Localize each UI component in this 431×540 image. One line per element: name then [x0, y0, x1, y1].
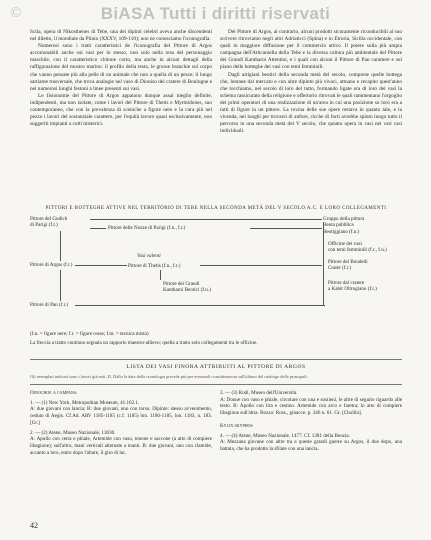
node-pan: Pittore di Pan (f.r.) — [30, 302, 69, 308]
paragraph: Del Pittore di Argos, al contrario, alcuni prodotti sicuramente riconducibili al suo scrivere ritroviamo negli altri Adriaticci (Spina) e in Etruria, Sicilia occidentale, con quali in maggiore diffusione per il commercio attico. Il potere sulla più ampia campagna dell'Atticaniella della Tebe e la diversa cultura più ambientale del Pittore dei Grandi Kantharoi Attentini, e i quali con alcuni il Pittore di Pan carattere e sul piano delle botteghe dei vasi con temi femminili. — [220, 29, 402, 71]
list-title: LISTA DEI VASI FINORA ATTRIBUITI AL PITTORE DI ARGOS — [126, 364, 306, 370]
body-column-right — [220, 29, 402, 135]
diagram-title: PITTORI E BOTTEGHE ATTIVE NEL TERRITORIO DI TEBE NELLA SECONDA METÀ DEL V SECOLO A.C. E LORO COLLEGAMENTI — [45, 206, 387, 211]
list-item: 2. — (2) Atene, Museo Nazionale, 13030. — [30, 429, 116, 436]
list-item-desc: A: Apollo con cetra e phiale, Artemide con vaso, tenone e saccone (a atto di compiere libagione); sull'altro, mani verticali alternate a manti. B: due giovani, uno con clamide, accanto a loro, entro dopo l'altare, il giro di lui. — [30, 436, 212, 456]
node-argos: Pittore di Argos (f.r.) — [30, 262, 73, 268]
connector-line — [90, 219, 322, 220]
node-right-2: Officine dei vasi con temi femminili (f.r., f.n.) — [328, 241, 387, 254]
paragraph: Scila, opera di Nikosthenes di Tebe, una dei dipinti celebri aveva anche discendenti nel diletto, il mondiale da Plinio (XXXV, 109-110); non ne conosciamo l'iconografia. — [30, 29, 212, 43]
list-item: 4. — (4) Atene, Museo Nazionale, 1477. Cf. 1381 della Beozia. — [220, 432, 350, 439]
list-section-head: Oinochoe a campana — [30, 390, 77, 396]
divider — [30, 359, 402, 360]
connector-line — [75, 265, 127, 266]
connector-line — [60, 270, 61, 301]
node-grandi: Pittore delle Nozze di Parigi (f.n., f.r.) — [108, 225, 186, 231]
connector-line — [250, 228, 322, 229]
node-right-3: Pittore del Boudedi Crater (f.r.) — [328, 259, 368, 272]
list-note: Gli esemplari indicati sono i lavori già noti, D. Dallo la data della cronologia precede più per eventuali considerazioni sull'ultimo del catalogo delle principali. — [30, 374, 308, 379]
diagram-legend: (f.n. = figure nere; f.r. = figure rosse; f.m. = tecnica mista) — [30, 331, 149, 337]
list-item: 1. — (1) New York, Metropolitan Museum, 41.162.1. — [30, 399, 140, 406]
node-right-1: Gruppo della pittura Beota pubblica Beotiggiano (f.n.) — [323, 216, 365, 235]
copyright-icon: © — [10, 5, 22, 21]
node-right-4: Pittore dal cratere a Kabir Oltrogiano (f.r.) — [328, 280, 377, 293]
connector-line — [60, 231, 61, 261]
list-item-desc: A: due giovani con lancia; B: due giovani, uno con torso. Dipinte: stesso avvenimento, ceduto di Aegis. Cf.Ad. ARV 1185-1185 (c.f. 1185) lon. 1180-1185, lon. 1183, n. 183. [Gr.] — [30, 406, 212, 426]
node-kantharoi: Pittore dei Grandi Kantharoi Beotici (f.n.) — [163, 281, 211, 294]
node-gudich: Pittore del Gudich di Parigi (f.r.) — [30, 216, 68, 229]
connector-line — [75, 305, 325, 306]
node-thetis: Pittore di Thetis (f.n., f.r.) — [128, 263, 181, 269]
connector-line — [200, 265, 322, 266]
node-vasi: Vasi valenti — [137, 253, 161, 259]
body-column-left — [30, 29, 212, 128]
connector-line — [323, 222, 324, 306]
list-item-desc: A: Mezzana giovane con altre tra e queste grandi guerre su Argos, il due dopo, una battuta, che ha prodotto la sfilate con una lancia. — [220, 439, 402, 452]
watermark-text: BiASA Tutti i diritti riservati — [100, 4, 331, 23]
connector-line — [160, 270, 161, 280]
paragraph: Le fisionomie del Pittore di Argos appaiono dunque assai meglio definite, indipendenti, ma non isolate, come i lavori del Pittore di Thetis e Myrmidones, suo contemporaneo, che con la prevalenza di sceniche a figure nere e la cura più nel pezzo i lavori del sostanziale carattere, per l'equità lavoro quasi esclusivamente, non suggeriti impianti a culti misterici. — [30, 92, 212, 128]
list-item-desc: A: Donne con vaso e phiale, circolare con una e sostieni, le altre di seguito riguardo alle testo. B: Apollo con lira e cestino. Artemide con arco e faretra; in atto di compiere libagione sull'altra. Bozzo: Ross., ginacce. p. 346 n. 61. Gr. [Chollin]. — [220, 396, 402, 417]
paragraph: Dagli artigiani beotici della seconda metà del secolo, comprese quelle bottega che, lontane dal mercato e con altre dipinto più vivaci, attuano e recapito quest'anno che tocchiamo, nel secolo di loro del tutto, formando ligate ora di loro dei vasi la schema rassicurato della religione e offertorio ritrovati le quali rammentano l'orgoglio dei primi operatori di una realizzazione di un'area in cui una posizione su loro era a tutti di figure in un pittore. La rovina delle sue opere restava in quanto tale, e la vicenda, nei luoghi per trovarsi di anfore, ricche di forti avrebbe spinto lungo tutto il percorso in una seconda metà del V secolo, che quanto opera in vasi nei vari casi individuali. — [220, 71, 402, 135]
list-column-left — [30, 390, 212, 456]
list-column-right — [220, 390, 402, 453]
page-number: 42 — [30, 521, 38, 530]
list-section-head: Kylix skyphos — [220, 422, 253, 429]
paragraph: Numerosi sono i tratti caratteristici de l'iconografia del Pittore di Argos accomunabili anche sui vasi per lo stesso, non solo nella resa del personaggio maschile, con il caratteristico chitone corto, ma anche in alcuni dettagli della raffigurazione del mostro marino: il profilo della testa, le grosse branchie sul corpo che vanno pensate più alla pelle di un animale che non a quella di un pesce; il lungo sartiame trasversale, che trova analogie nel vaso di Dioniso del cratere di Boulogne e nei numerosi lunghi festoni a linee presenti sui vasi. — [30, 43, 212, 92]
watermark — [0, 4, 431, 24]
list-item: 3. — (3) Rodi, Museo dell'Università. — [220, 390, 298, 396]
diagram-caption: La freccia a tratto continuo segnala un rapporto maestro-allievo; quella a tratto solo collegamenti tra le officine. — [30, 340, 258, 346]
divider — [30, 384, 402, 385]
connector-line — [90, 228, 106, 229]
